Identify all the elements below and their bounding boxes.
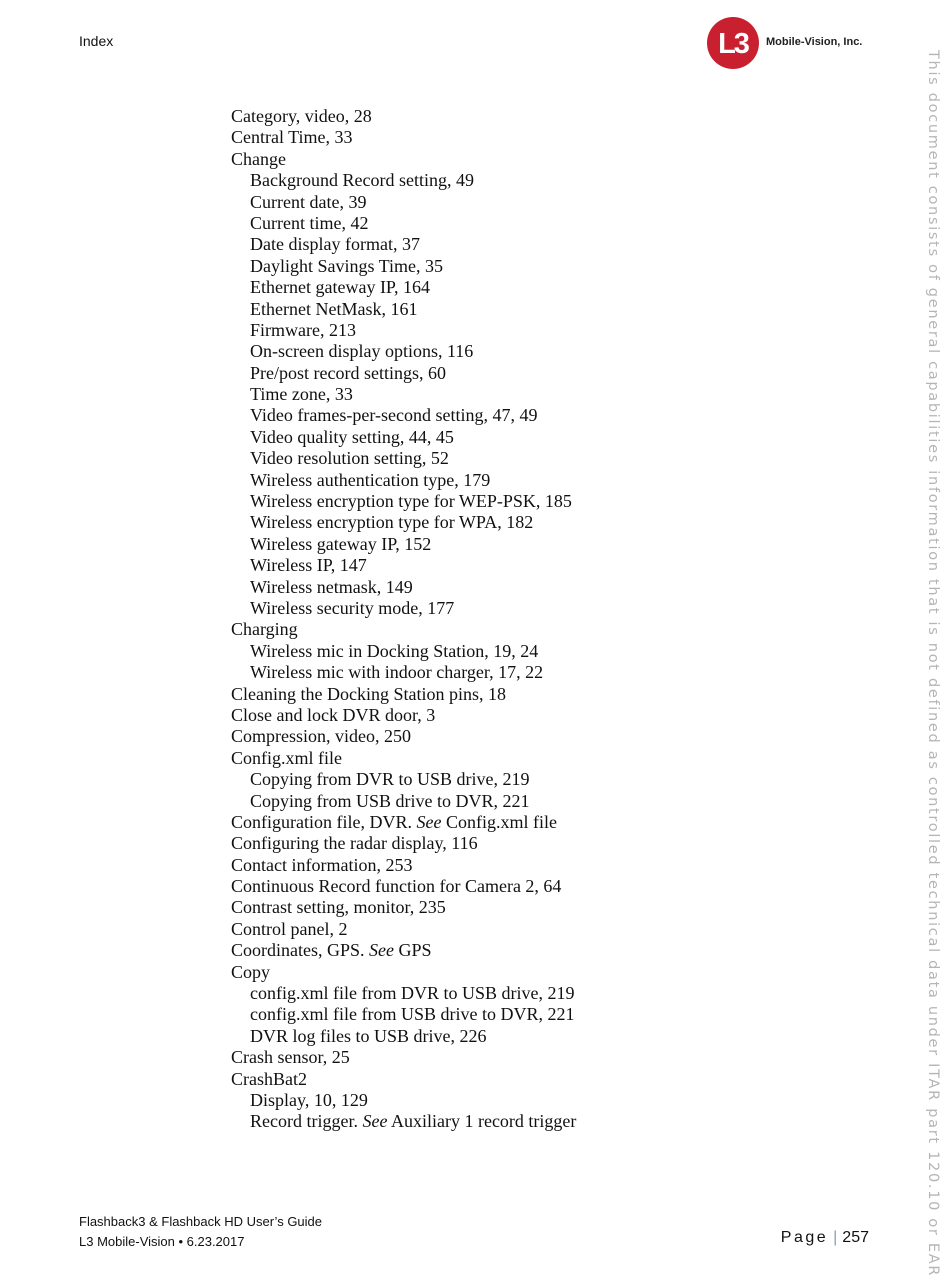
index-subentry — [231, 341, 576, 362]
index-entry — [231, 684, 576, 705]
entry-text: Ethernet gateway IP, 164 — [250, 277, 430, 298]
index-entry — [231, 726, 576, 747]
index-subentry — [231, 555, 576, 576]
index-subentry — [231, 534, 576, 555]
see-reference: See — [362, 1111, 388, 1132]
index-subentry — [231, 577, 576, 598]
entry-text: Record trigger. — [250, 1111, 358, 1132]
index-subentry — [231, 170, 576, 191]
entry-text: Change — [231, 148, 286, 169]
index-list — [231, 106, 576, 1133]
index-entry — [231, 149, 576, 170]
entry-text: Video frames-per-second setting, 47, 49 — [250, 405, 538, 426]
entry-text: Copy — [231, 961, 271, 982]
entry-text: Ethernet NetMask, 161 — [250, 298, 418, 319]
entry-text: Wireless encryption type for WPA, 182 — [250, 512, 534, 533]
index-subentry — [231, 256, 576, 277]
entry-text: Firmware, 213 — [250, 319, 356, 340]
index-entry — [231, 876, 576, 897]
index-entry — [231, 619, 576, 640]
index-subentry — [231, 277, 576, 298]
entry-text: Wireless security mode, 177 — [250, 597, 455, 618]
see-reference: See — [369, 940, 394, 961]
index-subentry — [231, 320, 576, 341]
entry-text: Wireless IP, 147 — [250, 555, 367, 576]
entry-text: Close and lock DVR door, 3 — [231, 704, 436, 725]
page-number-block — [781, 1229, 869, 1247]
entry-text: On-screen display options, 116 — [250, 341, 474, 362]
entry-text: Time zone, 33 — [250, 384, 353, 405]
index-subentry — [231, 491, 576, 512]
index-subentry — [231, 234, 576, 255]
entry-text: DVR log files to USB drive, 226 — [250, 1025, 487, 1046]
entry-text: Wireless mic in Docking Station, 19, 24 — [250, 640, 539, 661]
index-subentry — [231, 213, 576, 234]
page-separator: | — [833, 1229, 838, 1246]
index-subentry — [231, 641, 576, 662]
entry-text: Current date, 39 — [250, 191, 367, 212]
index-subentry — [231, 662, 576, 683]
entry-text: CrashBat2 — [231, 1068, 307, 1089]
index-entry — [231, 919, 576, 940]
entry-text: Charging — [231, 619, 298, 640]
entry-text: Date display format, 37 — [250, 234, 420, 255]
entry-text: Configuring the radar display, 116 — [231, 833, 478, 854]
index-subentry — [231, 983, 576, 1004]
index-subentry — [231, 791, 576, 812]
index-entry — [231, 940, 576, 961]
entry-text: Configuration file, DVR. — [231, 811, 412, 832]
entry-text: Wireless authentication type, 179 — [250, 469, 491, 490]
index-entry — [231, 106, 576, 127]
entry-text: Wireless netmask, 149 — [250, 576, 413, 597]
entry-text: Daylight Savings Time, 35 — [250, 255, 444, 276]
see-reference: See — [416, 811, 442, 832]
index-subentry — [231, 384, 576, 405]
see-target: GPS — [398, 940, 432, 961]
itar-watermark: This document consists of general capabilities information that is not defined as controlled technical data under ITAR part 120.10 or EAR — [925, 50, 941, 1277]
index-subentry — [231, 427, 576, 448]
see-target: Config.xml file — [445, 811, 557, 832]
entry-text: config.xml file from USB drive to DVR, 221 — [250, 1004, 575, 1025]
entry-text: Video resolution setting, 52 — [250, 448, 449, 469]
entry-text: Control panel, 2 — [231, 918, 348, 939]
entry-text: Current time, 42 — [250, 212, 369, 233]
index-entry — [231, 748, 576, 769]
section-title: Index — [79, 33, 114, 49]
entry-text: config.xml file from DVR to USB drive, 219 — [250, 983, 575, 1004]
entry-text: Copying from USB drive to DVR, 221 — [250, 790, 530, 811]
see-target: Auxiliary 1 record trigger — [390, 1111, 577, 1132]
logo-mark-text: L3 — [718, 28, 748, 60]
entry-text: Wireless encryption type for WEP-PSK, 185 — [250, 491, 572, 512]
entry-text: Coordinates, GPS. — [231, 940, 365, 961]
index-entry — [231, 962, 576, 983]
l3-logo-mark-icon — [706, 16, 766, 70]
entry-text: Central Time, 33 — [231, 127, 353, 148]
entry-text: Config.xml file — [231, 747, 342, 768]
index-entry — [231, 1047, 576, 1068]
index-subentry — [231, 363, 576, 384]
index-entry — [231, 812, 576, 833]
entry-text: Copying from DVR to USB drive, 219 — [250, 769, 530, 790]
entry-text: Background Record setting, 49 — [250, 170, 474, 191]
index-subentry — [231, 769, 576, 790]
page-label: Page — [780, 1229, 829, 1246]
index-subentry — [231, 405, 576, 426]
entry-text: Cleaning the Docking Station pins, 18 — [231, 683, 506, 704]
entry-text: Contact information, 253 — [231, 854, 413, 875]
index-subentry — [231, 448, 576, 469]
index-entry — [231, 127, 576, 148]
index-entry — [231, 855, 576, 876]
entry-text: Crash sensor, 25 — [231, 1047, 350, 1068]
entry-text: Video quality setting, 44, 45 — [250, 426, 454, 447]
index-entry — [231, 1069, 576, 1090]
company-logo — [706, 16, 876, 70]
index-subentry — [231, 1026, 576, 1047]
index-entry — [231, 833, 576, 854]
entry-text: Wireless gateway IP, 152 — [250, 533, 432, 554]
index-subentry — [231, 1111, 576, 1132]
index-entry — [231, 897, 576, 918]
company-name: Mobile-Vision, Inc. — [766, 36, 863, 48]
entry-text: Wireless mic with indoor charger, 17, 22 — [250, 662, 544, 683]
index-subentry — [231, 512, 576, 533]
index-subentry — [231, 598, 576, 619]
page-number: 257 — [842, 1229, 869, 1246]
entry-text: Pre/post record settings, 60 — [250, 362, 446, 383]
index-entry — [231, 705, 576, 726]
publisher-date: L3 Mobile-Vision • 6.23.2017 — [79, 1234, 245, 1249]
entry-text: Compression, video, 250 — [231, 726, 411, 747]
entry-text: Display, 10, 129 — [250, 1089, 368, 1110]
entry-text: Contrast setting, monitor, 235 — [231, 897, 446, 918]
guide-title: Flashback3 & Flashback HD User’s Guide — [79, 1214, 323, 1229]
entry-text: Category, video, 28 — [231, 106, 372, 126]
index-subentry — [231, 1090, 576, 1111]
index-subentry — [231, 470, 576, 491]
index-subentry — [231, 192, 576, 213]
entry-text: Continuous Record function for Camera 2, 64 — [231, 876, 562, 897]
footer-info — [79, 1212, 322, 1252]
index-subentry — [231, 1004, 576, 1025]
index-subentry — [231, 299, 576, 320]
